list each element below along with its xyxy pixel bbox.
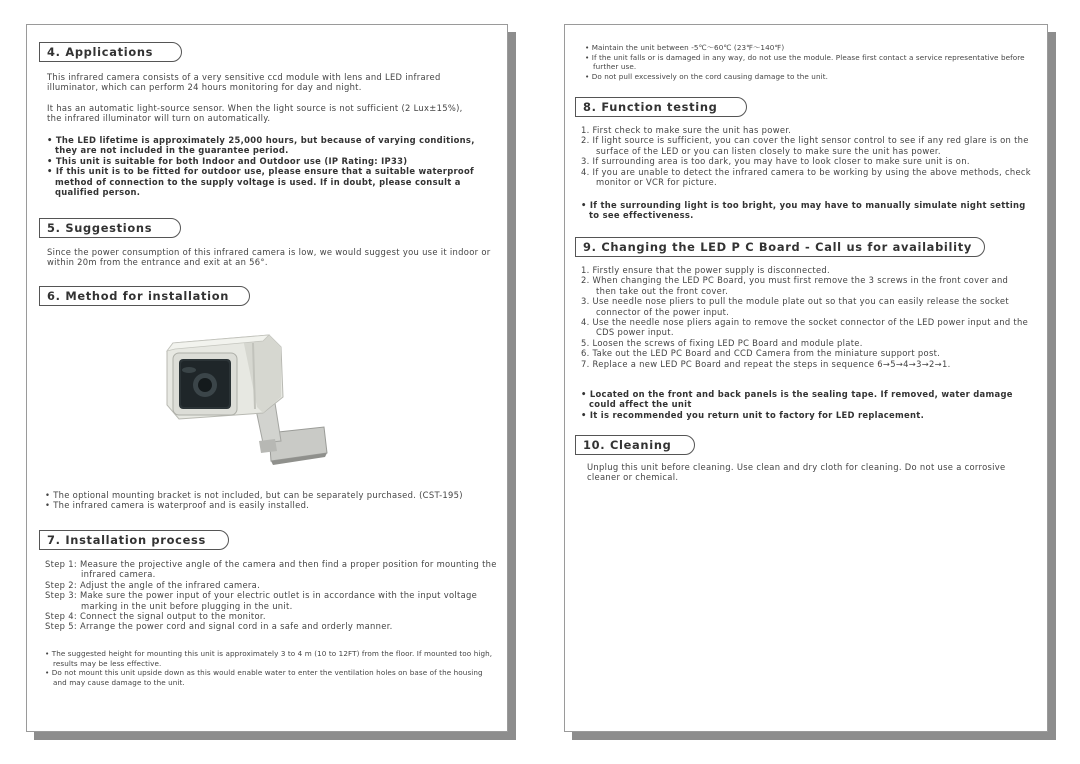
function-testing-item: 2. If light source is sufficient, you can cover the light sensor control to see if any red glare is on the surface of the LED or you can listen closely to make sure the unit has power. bbox=[581, 135, 1029, 156]
function-testing-list bbox=[581, 125, 1031, 187]
section-heading-method-for-installation: 6. Method for installation bbox=[39, 286, 250, 306]
maintenance-note: • Do not pull excessively on the cord causing damage to the unit. bbox=[585, 71, 829, 81]
method-bullets bbox=[45, 490, 501, 511]
method-bullet: • The optional mounting bracket is not included, but can be separately purchased. (CST-195) bbox=[45, 490, 463, 500]
led-board-step: 5. Loosen the screws of fixing LED PC Board and module plate. bbox=[581, 337, 863, 348]
method-bullet: • The infrared camera is waterproof and is easily installed. bbox=[45, 500, 310, 511]
installation-step: Step 5: Arrange the power cord and signal cord in a safe and orderly manner. bbox=[45, 621, 393, 632]
led-board-step: 1. Firstly ensure that the power supply is disconnected. bbox=[581, 265, 830, 275]
installation-steps bbox=[45, 559, 497, 632]
function-testing-item: 4. If you are unable to detect the infrared camera to be working by using the above methods, check monitor or VCR for picture. bbox=[581, 166, 1031, 188]
led-board-step: 2. When changing the LED PC Board, you must first remove the 3 screws in the front cover and then take out the front cover. bbox=[581, 275, 1009, 296]
led-board-step: 7. Replace a new LED PC Board and repeat the steps in sequence 6→5→4→3→2→1. bbox=[581, 358, 951, 369]
applications-bullet: • This unit is suitable for both Indoor and Outdoor use (IP Rating: IP33) bbox=[47, 155, 408, 166]
led-board-note: • Located on the front and back panels is the sealing tape. If removed, water damage could affect the unit bbox=[581, 389, 1013, 410]
applications-bullet: • If this unit is to be fitted for outdoor use, please ensure that a suitable waterproof method of connection to the supply voltage is used. If in doubt, please consult a qualified person. bbox=[47, 166, 474, 198]
installation-note: • The suggested height for mounting this unit is approximately 3 to 4 m (10 to 12FT) from the floor. If mounted too high, results may be less effective. bbox=[45, 649, 493, 668]
installation-notes bbox=[45, 649, 497, 687]
led-board-step: 3. Use needle nose pliers to pull the module plate out so that you can easily release the socket connector of the power input. bbox=[581, 296, 1009, 317]
applications-paragraph-2: It has an automatic light-source sensor. When the light source is not sufficient (2 Lux±15%), the infrared illuminator will turn on automatically. bbox=[47, 103, 463, 124]
function-testing-item: 1. First check to make sure the unit has power. bbox=[581, 125, 792, 135]
applications-bullet: • The LED lifetime is approximately 25,000 hours, but because of varying conditions, they are not included in the guarantee period. bbox=[47, 135, 475, 156]
section-heading-applications: 4. Applications bbox=[39, 42, 182, 62]
section-heading-cleaning: 10. Cleaning bbox=[575, 435, 695, 455]
led-board-steps bbox=[581, 265, 1031, 369]
section-heading-function-testing: 8. Function testing bbox=[575, 97, 747, 117]
applications-paragraph-1: This infrared camera consists of a very sensitive ccd module with lens and LED infrared illuminator, which can perform 24 hours monitoring for day and night. bbox=[47, 72, 441, 93]
cleaning-text: Unplug this unit before cleaning. Use clean and dry cloth for cleaning. Do not use a corrosive cleaner or chemical. bbox=[587, 462, 1006, 483]
section-heading-suggestions: 5. Suggestions bbox=[39, 218, 181, 238]
led-board-note: • It is recommended you return unit to factory for LED replacement. bbox=[581, 409, 925, 420]
maintenance-notes bbox=[585, 43, 1033, 81]
led-board-step: 4. Use the needle nose pliers again to remove the socket connector of the LED power input and the CDS power input. bbox=[581, 317, 1029, 338]
right-page bbox=[564, 24, 1048, 732]
led-board-notes bbox=[581, 389, 1031, 420]
installation-step: Step 3: Make sure the power input of your electric outlet is in accordance with the input voltage marking in the unit before plugging in the unit. bbox=[45, 590, 478, 611]
maintenance-note: • Maintain the unit between -5℃～60℃ (23℉～140℉) bbox=[585, 43, 785, 52]
section-heading-changing-led-pc-board: 9. Changing the LED P C Board - Call us for availability bbox=[575, 237, 985, 257]
installation-step: Step 1: Measure the projective angle of the camera and then find a proper position for mounting the infrared camera. bbox=[45, 559, 497, 580]
suggestions-text: Since the power consumption of this infrared camera is low, we would suggest you use it indoor or within 20m from the entrance and exit at an 56°. bbox=[47, 247, 491, 268]
maintenance-note: • If the unit falls or is damaged in any way, do not use the module. Please first contact a service representative before further use. bbox=[585, 52, 1025, 72]
applications-bullets bbox=[47, 135, 475, 197]
left-page bbox=[26, 24, 508, 732]
infrared-camera-image bbox=[159, 325, 359, 475]
installation-step: Step 4: Connect the signal output to the monitor. bbox=[45, 611, 266, 622]
installation-step: Step 2: Adjust the angle of the infrared camera. bbox=[45, 579, 261, 590]
led-board-step: 6. Take out the LED PC Board and CCD Camera from the miniature support post. bbox=[581, 348, 941, 359]
function-testing-note: • If the surrounding light is too bright, you may have to manually simulate night setting to see effectiveness. bbox=[581, 200, 1026, 221]
installation-note: • Do not mount this unit upside down as this would enable water to enter the ventilation holes on base of the housing and may cause damage to the unit. bbox=[45, 668, 483, 687]
section-heading-installation-process: 7. Installation process bbox=[39, 530, 229, 550]
function-testing-item: 3. If surrounding area is too dark, you may have to look closer to make sure unit is on. bbox=[581, 156, 970, 167]
